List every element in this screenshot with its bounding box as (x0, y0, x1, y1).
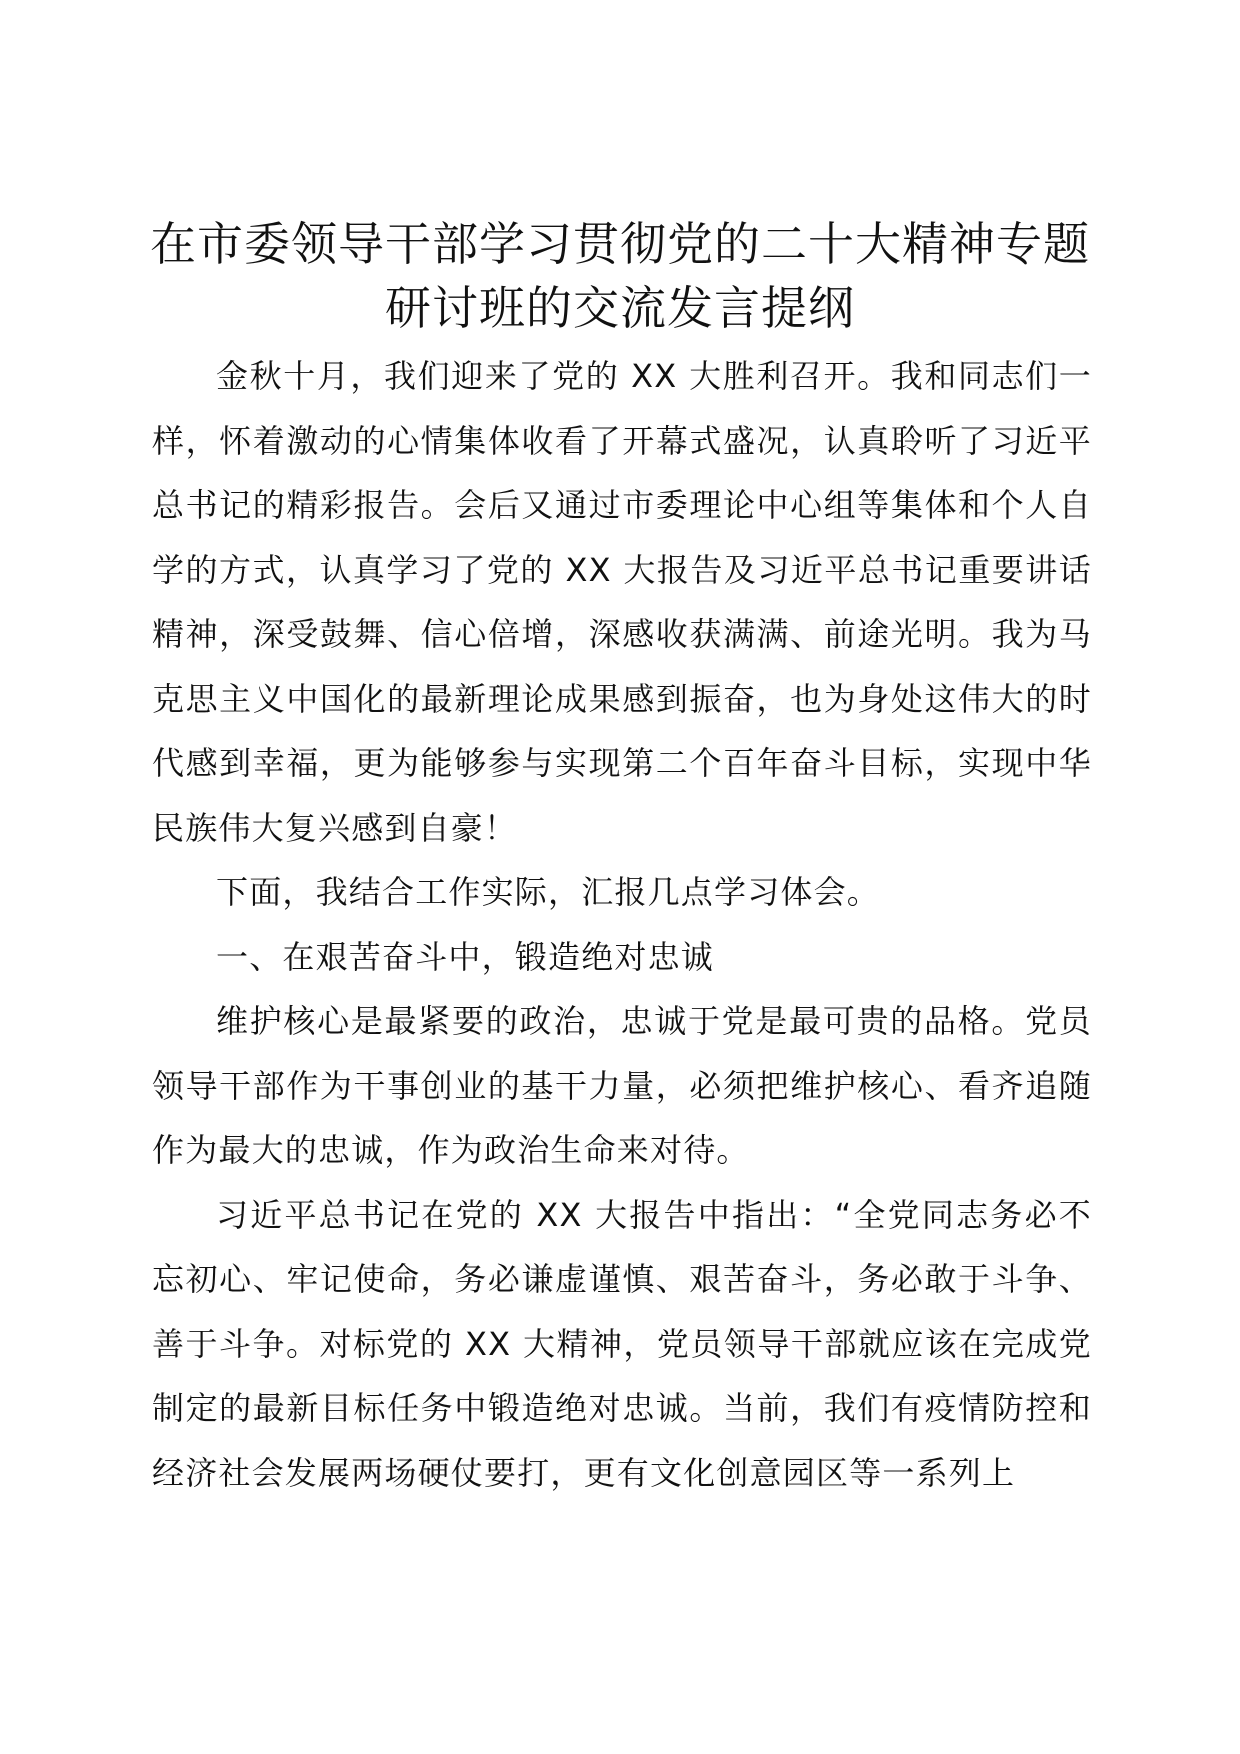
transition-paragraph: 下面，我结合工作实际，汇报几点学习体会。 (216, 873, 881, 911)
section-paragraph: 习近平总书记在党的 XX 大报告中指出：“全党同志务必不忘初心、牢记使命，务必谦虚谨慎、艰苦奋斗，务必敢于斗争、善于斗争。对标党的 XX 大精神，党员领导干部就应该在完成党制定的最新目标任务中锻造绝对忠诚。当前，我们有疫情防控和经济社会发展两场硬仗要打，更有文化创意园区等一系列上 (152, 1195, 1092, 1492)
title-line-2: 研讨班的交流发言提纲 (385, 281, 855, 335)
title-line-1: 在市委领导干部学习贯彻党的二十大精神专题 (150, 217, 1090, 271)
section-heading: 一、在艰苦奋斗中，锻造绝对忠诚 (216, 937, 715, 976)
document-title (130, 212, 1110, 340)
intro-paragraph: 金秋十月，我们迎来了党的 XX 大胜利召开。我和同志们一样，怀着激动的心情集体收看了开幕式盛况，认真聆听了习近平总书记的精彩报告。会后又通过市委理论中心组等集体和个人自学的方式，认真学习了党的 XX 大报告及习近平总书记重要讲话精神，深受鼓舞、信心倍增，深感收获满满、前途光明。我为马克思主义中国化的最新理论成果感到振奋，也为身处这伟大的时代感到幸福，更为能够参与实现第二个百年奋斗目标，实现中华民族伟大复兴感到自豪！ (152, 357, 1092, 847)
section-paragraph: 维护核心是最紧要的政治，忠诚于党是最可贵的品格。党员领导干部作为干事创业的基干力量，必须把维护核心、看齐追随作为最大的忠诚，作为政治生命来对待。 (152, 1002, 1092, 1169)
document-body (152, 344, 1092, 1505)
